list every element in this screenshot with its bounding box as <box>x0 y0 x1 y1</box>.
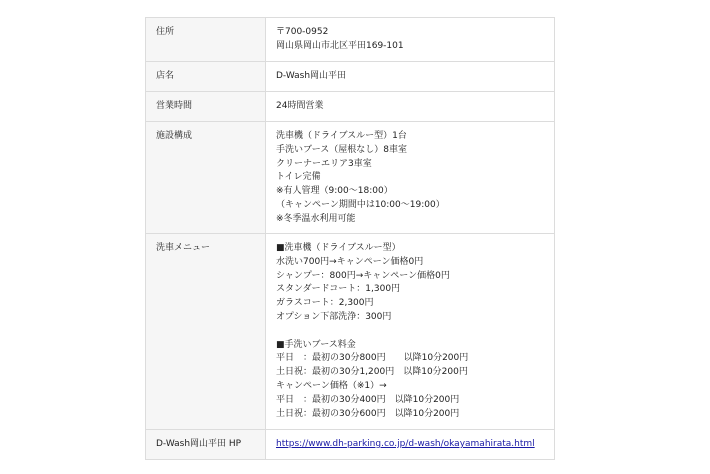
info-row <box>146 62 555 92</box>
info-line: キャンペーン価格（※1）→ <box>276 380 387 391</box>
info-label: 住所 <box>146 18 266 62</box>
info-label: 店名 <box>146 62 266 92</box>
info-line: スタンダードコート：1,300円 <box>276 284 401 295</box>
info-line: クリーナーエリア3車室 <box>276 158 372 169</box>
info-row <box>146 430 555 460</box>
info-value <box>266 18 555 62</box>
info-line: トイレ完備 <box>276 172 321 183</box>
info-row <box>146 92 555 122</box>
info-row <box>146 18 555 62</box>
info-line: 土日祝：最初の30分1,200円 以降10分200円 <box>276 367 468 378</box>
info-line: 平日 ：最初の30分800円 以降10分200円 <box>276 353 469 364</box>
info-value <box>266 234 555 430</box>
homepage-link[interactable]: https://www.dh-parking.co.jp/d-wash/okayamahirata.html <box>276 439 535 449</box>
info-line: 手洗いブース（屋根なし）8車室 <box>276 144 408 155</box>
info-value <box>266 92 555 122</box>
info-line: D-Wash岡山平田 <box>276 71 347 81</box>
line-gap <box>276 325 554 339</box>
info-line: 水洗い700円→キャンペーン価格0円 <box>276 256 424 267</box>
info-label: 営業時間 <box>146 92 266 122</box>
info-row <box>146 234 555 430</box>
info-label: D-Wash岡山平田 HP <box>146 430 266 460</box>
info-row <box>146 122 555 234</box>
info-line: ■洗車機（ドライブスルー型） <box>276 243 401 253</box>
info-line: シャンプー：800円→キャンペーン価格0円 <box>276 270 450 281</box>
info-line: 24時間営業 <box>276 101 324 111</box>
info-line: 〒700-0952 <box>276 27 329 37</box>
info-line: 土日祝：最初の30分600円 以降10分200円 <box>276 408 460 419</box>
info-line: 洗車機（ドライブスルー型）1台 <box>276 131 407 141</box>
store-info-table <box>145 17 555 460</box>
info-line: ※冬季温水利用可能 <box>276 213 356 224</box>
info-line: 平日 ：最初の30分400円 以降10分200円 <box>276 394 460 405</box>
info-line: 岡山県岡山市北区平田169-101 <box>276 40 404 51</box>
info-label: 洗車メニュー <box>146 234 266 430</box>
info-value <box>266 62 555 92</box>
info-label: 施設構成 <box>146 122 266 234</box>
info-line: ■手洗いブース料金 <box>276 339 356 350</box>
info-value <box>266 122 555 234</box>
store-info-table-body <box>146 18 555 460</box>
info-value <box>266 430 555 460</box>
info-line: オプション下部洗浄：300円 <box>276 311 392 322</box>
info-line: ガラスコート：2,300円 <box>276 298 374 309</box>
info-line: ※有人管理（9:00〜18:00） <box>276 186 393 197</box>
info-line: （キャンペーン期間中は10:00〜19:00） <box>276 199 445 210</box>
